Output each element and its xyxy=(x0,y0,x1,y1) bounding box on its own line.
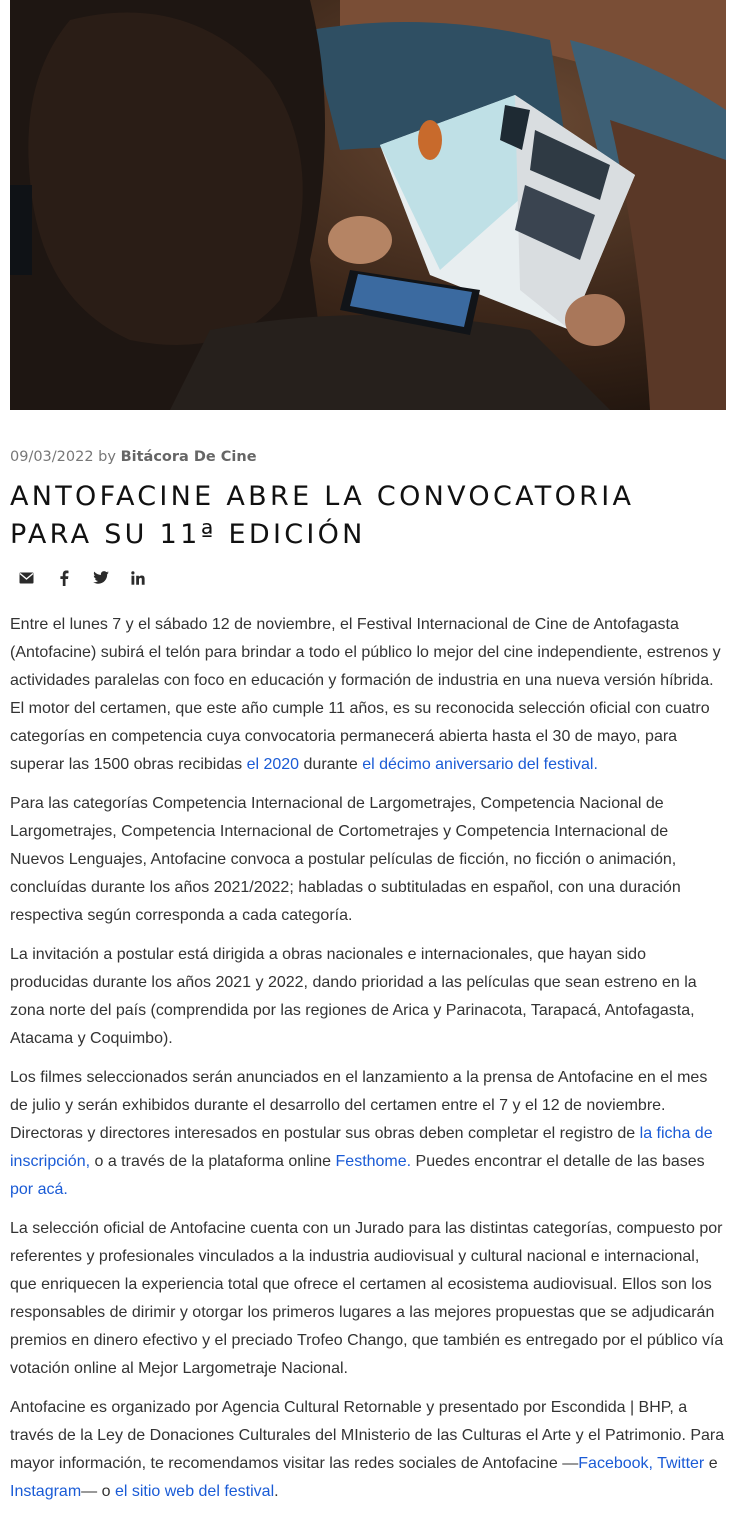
paragraph-jurado: La selección oficial de Antofacine cuenta con un Jurado para las distintas categorías, compuesto por referentes y profesionales vinculados a la industria audiovisual y cultural nacional e internacional, que enriquecen la experiencia total que ofrece el certamen al ecosistema audiovisual. Ellos son los responsables de dirimir y otorgar los primeros lugares a las mejores propuestas que se adjudicarán premios en dinero efectivo y el preciado Trofeo Chango, que también es entregado por el público vía votación online al Mejor Largometraje Nacional. xyxy=(10,1220,724,1377)
post-meta xyxy=(10,449,257,465)
paragraph-text: e xyxy=(704,1455,718,1472)
paragraph-text: — o xyxy=(81,1483,115,1500)
link-festhome[interactable]: Festhome. xyxy=(335,1153,412,1170)
article-body xyxy=(10,611,726,1517)
link-instagram[interactable]: Instagram xyxy=(10,1483,82,1500)
paragraph-text: Antofacine es organizado por Agencia Cultural Retornable y presentado por Escondida | BHP, a través de la Ley de Donaciones Culturales del MInisterio de las Culturas el Arte y el Patrimonio. Para mayor información, te recomendamos visitar las redes sociales de Antofacine — xyxy=(10,1399,725,1472)
link-bases[interactable]: por acá. xyxy=(10,1181,68,1198)
paragraph-categorias: Para las categorías Competencia Internacional de Largometrajes, Competencia Nacional de Largometrajes, Competencia Internacional de Cortometrajes y Competencia Internacional de Nuevos Lenguajes, Antofacine convoca a postular películas de ficción, no ficción o animación, concluídas durante los años 2021/2022; habladas o subtituladas en español, con una duración respectiva según corresponda a cada categoría. xyxy=(10,795,681,924)
email-icon[interactable] xyxy=(18,569,35,586)
link-facebook[interactable]: Facebook xyxy=(578,1455,649,1472)
paragraph-text: Los filmes seleccionados serán anunciados en el lanzamiento a la prensa de Antofacine en el mes de julio y serán exhibidos durante el desarrollo del certamen entre el 7 y el 12 de noviembre. Directoras y directores interesados en postular sus obras deben completar el registro de xyxy=(10,1069,708,1142)
post-date: 09/03/2022 xyxy=(10,449,94,465)
paragraph-filmes xyxy=(10,1064,726,1204)
meta-by-label: by xyxy=(93,449,121,465)
twitter-icon[interactable] xyxy=(92,569,109,586)
link-el-2020[interactable]: el 2020 xyxy=(246,756,300,773)
share-bar xyxy=(18,569,146,586)
link-decimo-aniversario[interactable]: el décimo aniversario del festival. xyxy=(362,756,598,773)
link-twitter[interactable]: Twitter xyxy=(657,1455,705,1472)
hero-photo xyxy=(10,0,726,410)
link-ficha-inscripcion[interactable]: la ficha de inscripción, xyxy=(10,1125,713,1170)
paragraph-text: . xyxy=(274,1483,279,1500)
paragraph-text: Puedes encontrar el detalle de las bases xyxy=(411,1153,705,1170)
facebook-icon[interactable] xyxy=(55,569,72,586)
link-sitio-web[interactable]: el sitio web del festival xyxy=(114,1483,275,1500)
paragraph-organizacion xyxy=(10,1394,726,1506)
paragraph-intro xyxy=(10,611,726,779)
post-author[interactable]: Bitácora De Cine xyxy=(120,449,257,465)
post-title: ANTOFACINE ABRE LA CONVOCATORIA PARA SU 11ª EDICIÓN xyxy=(10,481,635,550)
paragraph-text: durante xyxy=(299,756,363,773)
paragraph-text: Entre el lunes 7 y el sábado 12 de noviembre, el Festival Internacional de Cine de Antofagasta (Antofacine) subirá el telón para brindar a todo el público lo mejor del cine independiente, estrenos y actividades paralelas con foco en educación y formación de industria en una nueva versión híbrida. El motor del certamen, que este año cumple 11 años, es su reconocida selección oficial con cuatro categorías en competencia cuya convocatoria permanecerá abierta hasta el 30 de mayo, para superar las 1500 obras recibidas xyxy=(10,616,721,773)
linkedin-icon[interactable] xyxy=(129,569,146,586)
festival-program-photo xyxy=(10,0,726,410)
paragraph-text: o a través de la plataforma online xyxy=(90,1153,336,1170)
paragraph-invitacion: La invitación a postular está dirigida a obras nacionales e internacionales, que hayan sido producidas durante los años 2021 y 2022, dando prioridad a las películas que sean estreno en la zona norte del país (comprendida por las regiones de Arica y Parinacota, Tarapacá, Antofagasta, Atacama y Coquimbo). xyxy=(10,946,697,1047)
link-separator: , xyxy=(648,1455,658,1472)
